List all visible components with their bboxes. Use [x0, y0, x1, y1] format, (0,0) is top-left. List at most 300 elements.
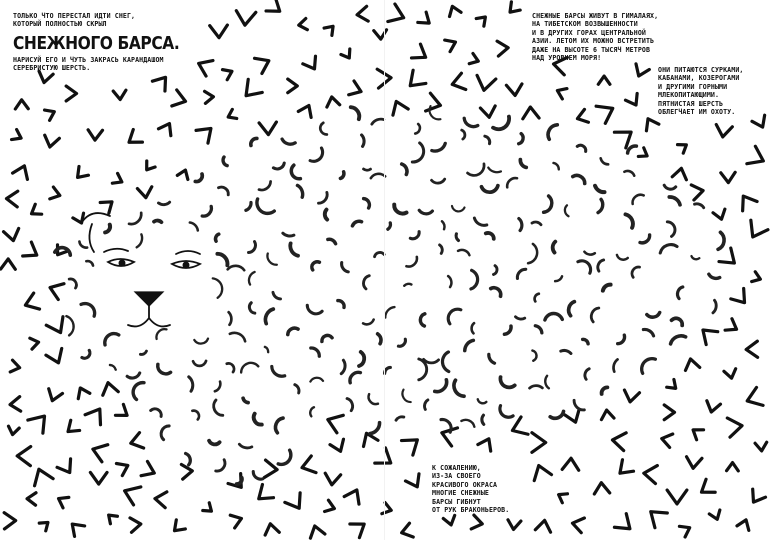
spot-icon — [374, 252, 384, 257]
snowflake-icon — [222, 66, 234, 79]
spot-icon — [309, 407, 314, 417]
snowflake-icon — [632, 64, 649, 79]
spot-icon — [555, 276, 563, 282]
spot-icon — [564, 205, 568, 216]
snowflake-icon — [324, 23, 337, 36]
spot-icon — [310, 148, 326, 165]
diet-line: ОБЛЕГЧАЕТ ИМ ОХОТУ. — [658, 108, 736, 117]
spot-icon — [584, 252, 595, 256]
snowflake-icon — [10, 360, 21, 373]
spot-icon — [630, 192, 644, 204]
spot-icon — [328, 238, 336, 244]
snowflake-icon — [660, 432, 673, 448]
snowflake-icon — [285, 493, 307, 513]
spot-icon — [311, 346, 321, 356]
spot-icon — [535, 325, 543, 333]
spot-icon — [193, 361, 206, 366]
snowflake-icon — [325, 96, 339, 107]
spot-icon — [493, 266, 497, 275]
snowflake-icon — [37, 71, 53, 84]
snowflake-icon — [6, 191, 18, 207]
spot-icon — [485, 135, 491, 143]
spot-icon — [578, 257, 594, 273]
instruction-text — [13, 56, 164, 73]
snowflake-icon — [600, 409, 614, 419]
snowflake-icon — [375, 448, 396, 471]
spot-icon — [550, 411, 565, 420]
snowflake-icon — [57, 459, 76, 477]
spot-icon — [251, 472, 262, 482]
spot-icon — [462, 130, 466, 139]
snowflake-icon — [672, 167, 688, 180]
spot-icon — [392, 205, 407, 217]
spot-icon — [265, 254, 277, 267]
spot-icon — [412, 143, 426, 165]
spot-icon — [130, 380, 144, 400]
spot-icon — [137, 234, 144, 248]
spot-icon — [616, 255, 628, 261]
spot-icon — [463, 339, 473, 351]
snowflake-icon — [412, 44, 431, 64]
snowflake-icon — [571, 516, 584, 533]
snowflake-icon — [28, 410, 52, 434]
spot-icon — [251, 414, 261, 427]
spot-icon — [440, 245, 443, 254]
spot-icon — [487, 354, 494, 364]
snowflake-icon — [75, 385, 90, 398]
diet-line: ПЯТНИСТАЯ ШЕРСТЬ — [658, 99, 724, 108]
nose-icon — [135, 292, 163, 306]
snowflake-icon — [66, 86, 76, 101]
snowflake-icon — [530, 463, 551, 481]
snowflake-icon — [88, 130, 103, 141]
snowflake-icon — [478, 436, 495, 452]
snowflake-icon — [43, 135, 60, 148]
snowflake-icon — [105, 511, 117, 523]
spot-icon — [676, 286, 683, 299]
spot-icon — [596, 259, 604, 271]
snowflake-icon — [46, 348, 66, 366]
snowflake-icon — [4, 513, 16, 529]
spot-icon — [419, 210, 432, 214]
snowflake-icon — [638, 148, 649, 160]
spot-icon — [515, 317, 525, 320]
spot-icon — [281, 139, 295, 146]
spot-icon — [497, 406, 513, 421]
snowflake-icon — [239, 79, 262, 102]
habitat-line: АЗИИ. ЛЕТОМ ИХ МОЖНО ВСТРЕТИТЬ — [532, 37, 655, 46]
spot-icon — [708, 274, 720, 280]
snowflake-icon — [230, 512, 243, 528]
spot-icon — [583, 338, 589, 344]
spot-icon — [213, 277, 225, 298]
spot-icon — [445, 306, 461, 324]
snowflake-icon — [744, 220, 768, 241]
spot-icon — [364, 197, 372, 208]
snowflake-icon — [203, 503, 215, 515]
spot-icon — [448, 276, 452, 287]
spot-icon — [371, 118, 384, 125]
snowflake-icon — [15, 100, 28, 109]
spot-icon — [81, 300, 98, 316]
snowflake-icon — [226, 109, 237, 121]
snowflake-icon — [497, 40, 509, 56]
spot-icon — [215, 382, 222, 393]
leopard-face — [82, 213, 200, 326]
intro-text — [13, 12, 135, 29]
spot-icon — [451, 206, 464, 212]
spot-icon — [340, 172, 345, 179]
habitat-line: И В ДРУГИХ ГОРАХ ЦЕНТРАЛЬНОЙ — [532, 28, 646, 37]
spot-icon — [667, 220, 676, 236]
spot-icon — [630, 265, 640, 277]
spot-icon — [419, 359, 427, 380]
snowflake-icon — [623, 390, 640, 403]
spot-icon — [151, 407, 164, 417]
spot-icon — [305, 305, 322, 316]
spot-icon — [473, 218, 487, 227]
snowflake-icon — [736, 191, 757, 210]
snowflake-icon — [450, 73, 466, 92]
snowflake-icon — [725, 319, 740, 335]
snowflake-icon — [575, 109, 588, 125]
spot-icon — [259, 181, 273, 192]
spot-icon — [249, 242, 258, 255]
spot-icon — [324, 210, 327, 220]
spot-icon — [154, 327, 167, 339]
spot-icon — [659, 242, 677, 253]
spot-icon — [600, 386, 607, 394]
snowflake-icon — [594, 482, 610, 494]
poaching-line: ИЗ-ЗА СВОЕГО — [432, 472, 481, 481]
snowflake-icon — [263, 522, 279, 535]
spot-icon — [228, 265, 245, 270]
spot-icon — [265, 346, 269, 352]
snowflake-icon — [39, 519, 51, 531]
instruction-line: СЕРЕБРИСТУЮ ШЕРСТЬ. — [13, 64, 91, 73]
intro-line: ТОЛЬКО ЧТО ПЕРЕСТАЛ ИДТИ СНЕГ, — [13, 12, 136, 20]
snowflake-icon — [27, 492, 36, 505]
spot-icon — [533, 293, 539, 302]
snowflake-icon — [731, 288, 751, 307]
snowflake-icon — [170, 520, 185, 535]
snowflake-icon — [447, 4, 461, 16]
snowflake-icon — [443, 515, 457, 526]
spot-icon — [278, 450, 294, 468]
spot-icon — [404, 283, 411, 285]
left-brow-icon — [104, 249, 128, 252]
snowflake-icon — [300, 456, 316, 476]
snowflake-icon — [746, 341, 758, 357]
poaching-line: ОТ РУК БРАКОНЬЕРОВ. — [432, 506, 510, 515]
spot-icon — [219, 185, 231, 195]
spot-icon — [486, 231, 495, 239]
habitat-text — [532, 12, 658, 62]
snowflake-icon — [47, 280, 64, 300]
snowflake-icon — [562, 458, 579, 470]
snowflake-icon — [141, 461, 157, 480]
snowflake-icon — [46, 317, 69, 337]
spot-icon — [186, 453, 192, 465]
spot-icon — [253, 199, 274, 217]
spot-icon — [461, 418, 475, 427]
spot-icon — [288, 243, 298, 257]
spot-icon — [269, 366, 284, 379]
spot-icon — [519, 134, 525, 145]
snowflake-icon — [10, 397, 21, 412]
spot-icon — [589, 306, 599, 322]
spot-icon — [190, 221, 199, 230]
spot-icon — [618, 335, 627, 345]
snowflake-icon — [303, 56, 321, 72]
spot-icon — [544, 196, 554, 214]
spot-icon — [415, 124, 421, 134]
spot-icon — [127, 373, 140, 380]
snowflake-icon — [13, 163, 32, 180]
spot-icon — [493, 117, 513, 133]
snowflake-icon — [50, 187, 62, 201]
snowflake-icon — [181, 464, 193, 480]
spot-icon — [102, 330, 119, 345]
snowflake-icon — [532, 433, 546, 453]
poaching-line: К СОЖАЛЕНИЮ, — [432, 464, 481, 472]
snowflake-icon — [116, 459, 130, 475]
snowflake-icon — [691, 183, 704, 200]
spot-icon — [442, 221, 445, 229]
snowflake-icon — [253, 485, 273, 506]
spot-icon — [214, 234, 218, 242]
spot-icon — [600, 158, 609, 165]
poaching-line: МНОГИЕ СНЕЖНЫЕ — [432, 489, 489, 498]
snowflake-icon — [158, 120, 175, 136]
snowflake-icon — [475, 75, 496, 92]
snowflake-icon — [154, 491, 167, 508]
spot-icon — [189, 376, 194, 391]
spot-icon — [202, 206, 214, 218]
spot-icon — [528, 244, 539, 265]
spot-icon — [498, 377, 515, 390]
snowflake-icon — [724, 369, 737, 380]
snowflake-icon — [625, 93, 641, 108]
snowflake-icon — [259, 122, 277, 135]
snowflake-icon — [405, 474, 424, 491]
snowflake-icon — [719, 248, 740, 270]
spot-icon — [691, 256, 699, 260]
snowflake-icon — [130, 517, 142, 532]
spot-icon — [468, 164, 488, 179]
snowflake-icon — [350, 517, 369, 537]
spot-icon — [647, 313, 660, 319]
spot-icon — [532, 221, 541, 224]
spot-icon — [432, 179, 445, 184]
snowflake-icon — [205, 91, 214, 104]
spot-icon — [420, 314, 425, 326]
snowflake-icon — [64, 420, 80, 436]
snowflake-icon — [715, 125, 733, 138]
spot-icon — [105, 225, 111, 234]
spot-icon — [78, 242, 87, 250]
left-pupil-icon — [119, 260, 124, 265]
spot-icon — [217, 252, 230, 266]
spot-icon — [672, 316, 684, 325]
snowflake-icon — [344, 486, 364, 504]
spot-icon — [363, 320, 374, 326]
spot-icon — [86, 260, 94, 266]
snowflake-icon — [23, 242, 41, 262]
spot-icon — [352, 220, 362, 226]
snowflake-icon — [598, 76, 610, 84]
snowflake-icon — [713, 209, 727, 221]
spot-icon — [402, 163, 409, 174]
spot-icon — [505, 176, 517, 188]
spot-icon — [396, 416, 404, 420]
snowflake-icon — [349, 81, 364, 99]
poaching-text — [432, 464, 509, 514]
spot-icon — [544, 376, 548, 389]
snowflake-icon — [506, 84, 522, 96]
snowflake-icon — [22, 293, 39, 313]
spot-icon — [310, 377, 323, 381]
snowflake-icon — [476, 13, 489, 26]
spot-icon — [388, 223, 391, 230]
diet-line: ОНИ ПИТАЮТСЯ СУРКАМИ, — [658, 66, 744, 74]
snowflake-icon — [697, 324, 718, 345]
spot-icon — [471, 323, 474, 333]
spot-icon — [247, 271, 254, 285]
snowflake-icon — [7, 426, 19, 435]
snowflake-icon — [727, 462, 739, 470]
spot-icon — [561, 350, 572, 354]
spot-icon — [359, 352, 365, 367]
spot-icon — [82, 350, 92, 360]
spot-icon — [695, 203, 705, 208]
spot-icon — [363, 169, 370, 170]
snowflake-icon — [678, 141, 690, 154]
mouth-icon — [128, 306, 170, 326]
diet-line: И ДРУГИМИ ГОРНЫМИ — [658, 82, 728, 91]
spot-icon — [159, 424, 169, 440]
snowflake-icon — [177, 168, 190, 179]
snowflake-icon — [152, 72, 171, 91]
spot-icon — [442, 352, 448, 372]
spot-icon — [462, 118, 478, 129]
spot-icon — [400, 390, 411, 405]
snowflake-icon — [100, 196, 116, 213]
spot-icon — [545, 313, 563, 320]
snowflake-icon — [129, 433, 144, 451]
poaching-line: КРАСИВОГО ОКРАСА — [432, 480, 498, 489]
spot-icon — [222, 157, 227, 166]
snowflake-icon — [685, 457, 702, 469]
spot-icon — [110, 364, 117, 370]
spot-icon — [625, 213, 635, 228]
snowflake-icon — [596, 100, 617, 124]
snowflake-icon — [747, 146, 768, 169]
snowflake-icon — [744, 387, 763, 410]
snowflake-icon — [667, 490, 687, 504]
spot-icon — [158, 202, 169, 205]
snowflake-icon — [506, 2, 521, 16]
spot-icon — [321, 334, 333, 342]
spot-icon — [482, 186, 499, 193]
spot-icon — [519, 218, 523, 230]
spot-icon — [347, 398, 354, 411]
snowflake-icon — [469, 53, 480, 66]
snowflake-icon — [124, 130, 142, 149]
snowflake-icon — [100, 381, 118, 395]
snowflake-icon — [565, 410, 583, 425]
snowflake-icon — [330, 439, 347, 454]
spot-icon — [545, 123, 557, 140]
spot-icon — [239, 360, 258, 372]
spot-icon — [154, 220, 161, 222]
spot-icon — [612, 359, 617, 372]
snowflake-icon — [614, 460, 633, 479]
habitat-line: НА ТИБЕТСКОМ ВОЗВЫШЕННОСТИ — [532, 20, 638, 29]
spot-icon — [366, 394, 378, 406]
spot-icon — [532, 350, 537, 360]
snowflake-icon — [30, 466, 54, 486]
diet-line: КАБАНАМИ, КОЗЕРОГАМИ — [658, 74, 740, 83]
spot-icon — [718, 232, 725, 250]
spot-icon — [341, 360, 346, 374]
spot-icon — [515, 267, 525, 278]
snowflake-icon — [137, 187, 153, 199]
page-fold — [384, 0, 385, 540]
spot-icon — [229, 312, 232, 325]
poaching-line: БАРСЫ ГИБНУТ — [432, 497, 481, 506]
spot-icon — [192, 409, 200, 420]
spot-icon — [69, 277, 78, 288]
spot-icon — [286, 326, 298, 334]
snowflake-icon — [667, 379, 680, 392]
spot-icon — [482, 415, 484, 424]
snowflake-icon — [402, 433, 424, 455]
snowflake-icon — [264, 460, 277, 478]
snowflake-icon — [90, 441, 108, 462]
spot-icon — [477, 399, 486, 404]
instruction-line: НАРИСУЙ ЕГО И ЧУТЬ ЗАКРАСЬ КАРАНДАШОМ — [13, 56, 164, 64]
spot-icon — [195, 174, 204, 183]
spot-icon — [362, 275, 369, 289]
spot-icon — [378, 333, 382, 343]
spot-icon — [194, 339, 208, 345]
snowflake-icon — [404, 70, 426, 92]
spot-icon — [624, 169, 635, 175]
spot-icon — [242, 398, 248, 403]
snowflake-icon — [298, 18, 307, 30]
snowflake-icon — [45, 389, 62, 403]
snowflake-icon — [704, 401, 720, 414]
snowflake-icon — [30, 337, 40, 349]
spot-icon — [289, 165, 301, 181]
snowflake-icon — [664, 405, 674, 420]
spot-icon — [263, 308, 273, 324]
spot-icon — [435, 380, 450, 395]
spot-icon — [643, 328, 654, 336]
snowflake-icon — [752, 115, 769, 130]
snowflake-icon — [121, 482, 141, 505]
spot-icon — [471, 270, 478, 289]
spot-icon — [553, 162, 560, 170]
spot-icon — [406, 257, 419, 269]
snowflake-icon — [12, 130, 24, 144]
snowflake-icon — [196, 122, 217, 143]
spot-icon — [584, 368, 590, 379]
snowflake-icon — [356, 6, 368, 22]
snowflake-icon — [690, 425, 704, 440]
snowflake-icon — [210, 25, 228, 38]
